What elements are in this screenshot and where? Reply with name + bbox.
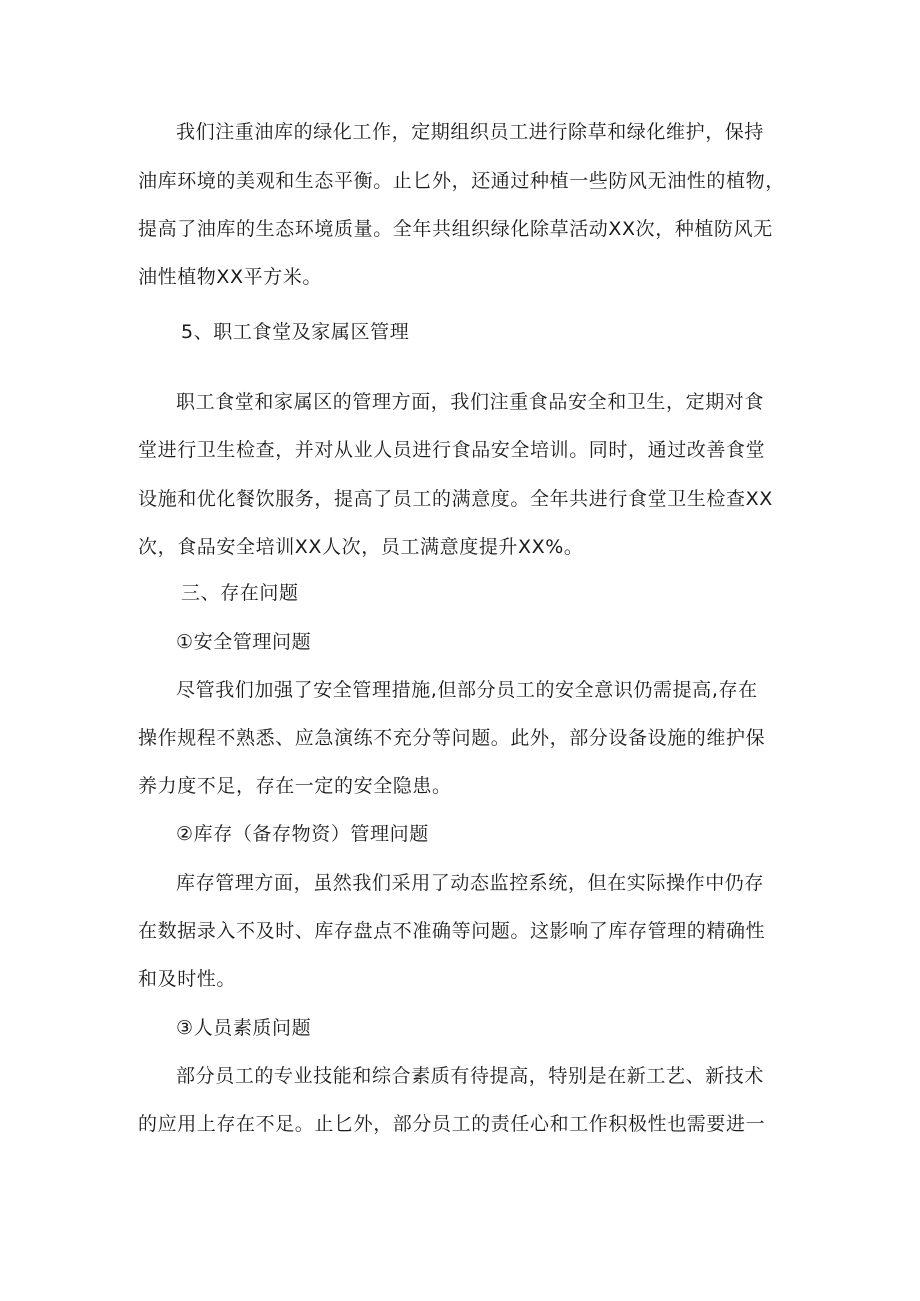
safety-paragraph-line: 养力度不足，存在一定的安全隐患。 [138,775,452,797]
staff-paragraph-line: 部分员工的专业技能和综合素质有待提高，特别是在新工艺、新技术 [176,1065,765,1087]
subheading-safety: ①安全管理问题 [176,631,312,653]
staff-paragraph-line: 的应用上存在不足。止匕外，部分员工的责任心和工作积极性也需要进一 [138,1113,766,1135]
inventory-paragraph-line: 在数据录入不及时、库存盘点不准确等问题。这影响了库存管理的精确性 [138,920,766,942]
safety-paragraph-line: 操作规程不熟悉、应急演练不充分等问题。此外，部分设备设施的维护保 [138,727,766,749]
canteen-paragraph-line: 职工食堂和家属区的管理方面，我们注重食品安全和卫生，定期对食 [176,391,765,413]
inventory-paragraph-line: 和及时性。 [138,968,237,990]
section-heading-canteen: 5、职工食堂及家属区管理 [181,321,410,343]
safety-paragraph-line: 尽管我们加强了安全管理措施,但部分员工的安全意识仍需提高,存在 [176,679,758,701]
canteen-paragraph-line: 次，食品安全培训XX人次，员工满意度提升XX%。 [138,536,584,558]
greening-paragraph-line: 我们注重油库的绿化工作，定期组织员工进行除草和绿化维护，保持 [176,121,765,143]
greening-paragraph-line: 提高了油库的生态环境质量。全年共组织绿化除草活动XX次，种植防风无 [138,218,773,240]
canteen-paragraph-line: 设施和优化餐饮服务，提高了员工的满意度。全年共进行食堂卫生检查XX [138,488,773,510]
canteen-paragraph-line: 堂进行卫生检查，并对从业人员进行食品安全培训。同时，通过改善食堂 [138,439,766,461]
greening-paragraph-line: 油库环境的美观和生态平衡。止匕外，还通过种植一些防风无油性的植物， [138,170,785,192]
inventory-paragraph-line: 库存管理方面，虽然我们采用了动态监控系统，但在实际操作中仍存 [176,872,765,894]
subheading-staff: ③人员素质问题 [176,1017,312,1039]
subheading-inventory: ②库存（备存物资）管理问题 [176,823,429,845]
greening-paragraph-line: 油性植物XX平方米。 [138,266,323,288]
section-heading-problems: 三、存在问题 [181,582,299,604]
